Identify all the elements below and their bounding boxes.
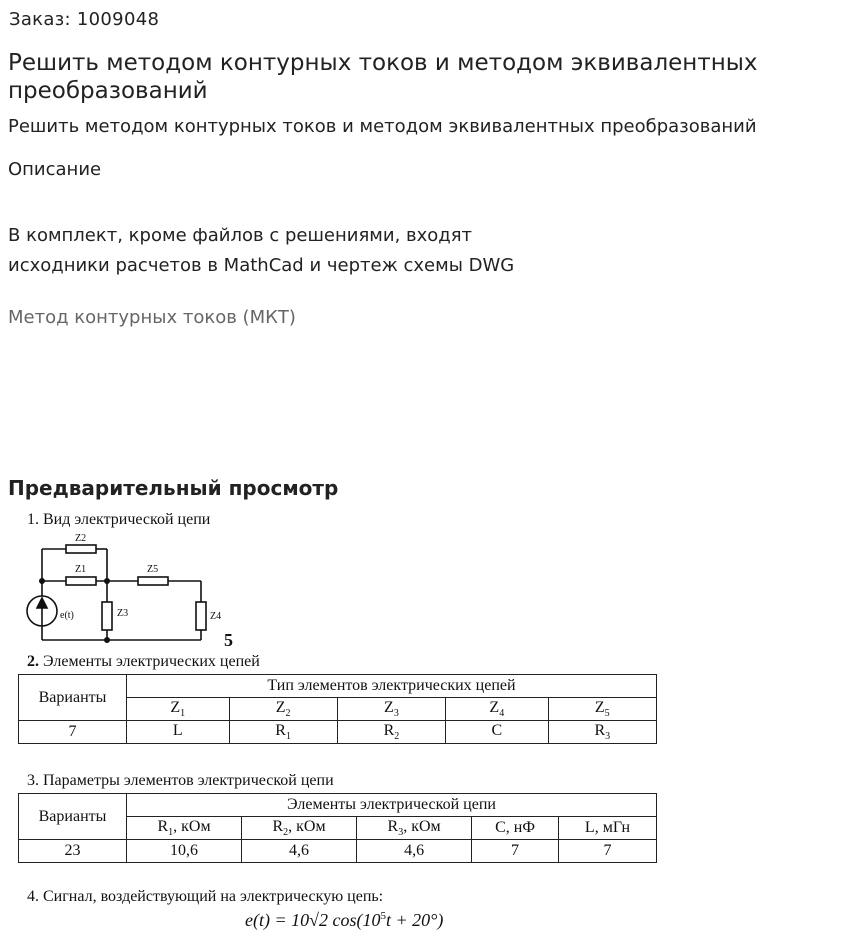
- table2-cell: 4,6: [242, 840, 357, 863]
- description-line-2: исходники расчетов в MathCad и чертеж схемы DWG: [8, 255, 515, 276]
- table2-col-r3: $R_3$, кОм: [357, 817, 472, 840]
- table2-cell: 4,6: [357, 840, 472, 863]
- preview-heading: Предварительный просмотр: [8, 476, 339, 500]
- element-params-table: [18, 793, 657, 863]
- table1-cell: $R_1$: [229, 721, 337, 744]
- voltage-source-icon: [27, 596, 57, 626]
- section-1-title: 1. Вид электрической цепи: [27, 511, 211, 528]
- z5-label: Z5: [147, 564, 159, 575]
- order-number: Заказ: 1009048: [9, 9, 160, 30]
- z2-label: Z2: [75, 534, 87, 544]
- circuit-diagram: [26, 534, 246, 646]
- z1-label: Z1: [75, 564, 87, 575]
- variant-number: 5: [224, 630, 233, 650]
- table1-cell: L: [127, 721, 230, 744]
- z4-label: Z4: [210, 611, 222, 622]
- table2-cell: 7: [472, 840, 559, 863]
- section-4-title: 4. Сигнал, воздействующий на электрическую цепь:: [27, 888, 384, 905]
- description-line-1: В комплект, кроме файлов с решениями, входят: [8, 225, 473, 246]
- table1-col-z1: $Z_1$: [127, 698, 230, 721]
- table1-cell: C: [446, 721, 549, 744]
- table1-cell: $R_2$: [337, 721, 445, 744]
- table1-col-z2: $Z_2$: [229, 698, 337, 721]
- table2-cell: 10,6: [127, 840, 242, 863]
- table1-col-z4: $Z_4$: [446, 698, 549, 721]
- signal-formula: e(t) = 10√2 $\cos(10^5t + 20^\circ)$: [245, 910, 444, 930]
- element-types-table: [18, 674, 657, 744]
- description-heading: Описание: [8, 159, 102, 180]
- z2-element: [66, 545, 206, 630]
- page-title: Решить методом контурных токов и методом эквивалентных преобразований: [8, 50, 758, 104]
- table1-group-header: Тип элементов электрических цепей: [127, 675, 657, 698]
- section-3-title: 3. Параметры элементов электрической цепи: [27, 772, 334, 789]
- table1-col-z5: $Z_5$: [548, 698, 656, 721]
- section-2-title: 2. Элементы электрических цепей: [27, 653, 260, 670]
- table2-col-r1: $R_1$, кОм: [127, 817, 242, 840]
- table1-variants-header: Варианты: [19, 675, 127, 721]
- source-label: e(t): [60, 610, 74, 621]
- table2-col-c: C, нФ: [472, 817, 559, 840]
- table1-cell: $R_3$: [548, 721, 656, 744]
- description-text: [8, 221, 608, 281]
- table1-variant: 7: [19, 721, 127, 744]
- table2-col-l: L, мГн: [558, 817, 656, 840]
- table1-col-z3: $Z_3$: [337, 698, 445, 721]
- z3-label: Z3: [117, 608, 129, 619]
- page-subtitle: Решить методом контурных токов и методом эквивалентных преобразований: [8, 116, 757, 137]
- method-link[interactable]: Метод контурных токов (МКТ): [8, 307, 296, 328]
- table2-col-r2: $R_2$, кОм: [242, 817, 357, 840]
- table2-cell: 7: [558, 840, 656, 863]
- table2-group-header: Элементы электрической цепи: [127, 794, 657, 817]
- table2-variants-header: Варианты: [19, 794, 127, 840]
- table2-variant: 23: [19, 840, 127, 863]
